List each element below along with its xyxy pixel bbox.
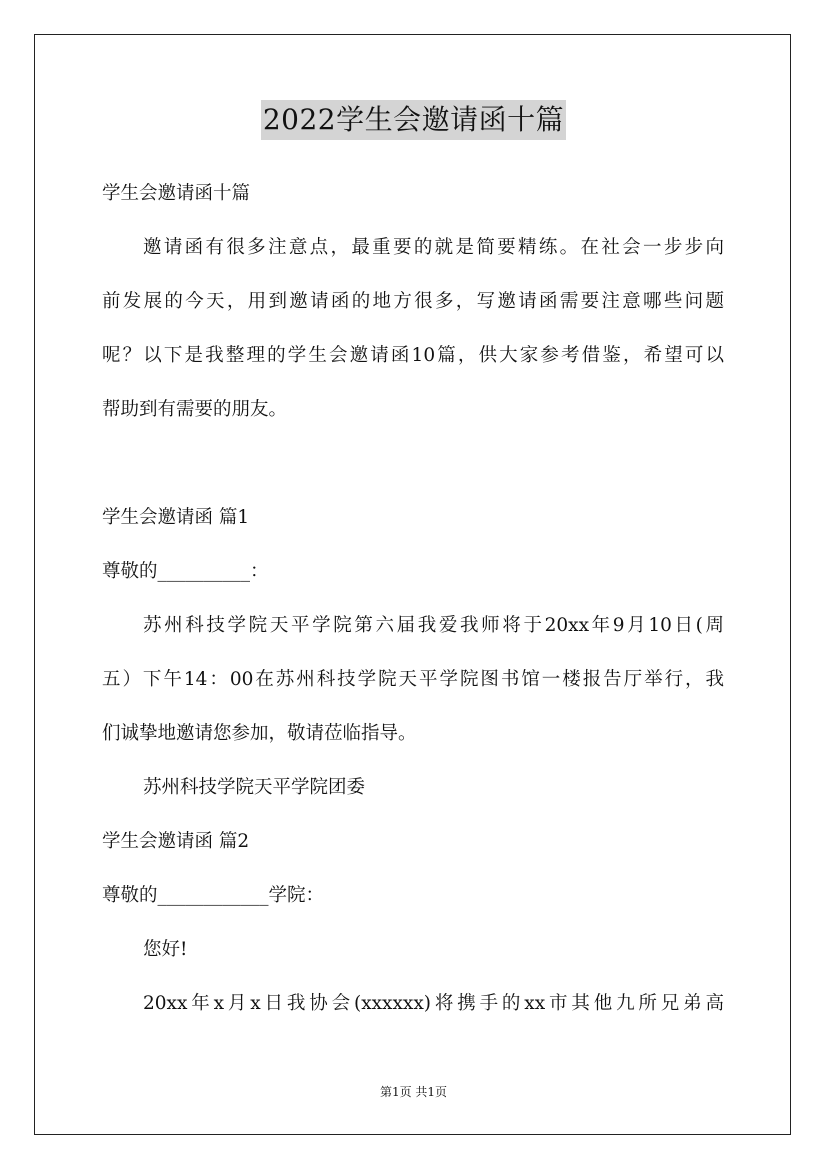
paragraph-line: 帮助到有需要的朋友。 — [102, 399, 288, 420]
salutation: 尊敬的__________： — [102, 561, 269, 582]
greeting-line: 您好! — [143, 939, 188, 960]
paragraph-line: 邀请函有很多注意点，最重要的就是简要精练。在社会一步步向 — [143, 237, 724, 258]
paragraph-line: 们诚挚地邀请您参加，敬请莅临指导。 — [102, 723, 417, 744]
paragraph-line: 苏州科技学院天平学院第六届我爱我师将于20xx年9月10日(周 — [143, 615, 724, 636]
paragraph-line: 呢？以下是我整理的学生会邀请函10篇，供大家参考借鉴，希望可以 — [102, 345, 724, 366]
document-title: 2022学生会邀请函十篇 — [261, 100, 566, 140]
doc-subtitle: 学生会邀请函十篇 — [102, 183, 251, 204]
section-heading: 学生会邀请函 篇2 — [102, 831, 250, 852]
document-title-wrap — [0, 100, 827, 140]
paragraph-line: 20xx年x月x日我协会(xxxxxx)将携手的xx市其他九所兄弟高 — [143, 993, 724, 1014]
paragraph-line: 前发展的今天，用到邀请函的地方很多，写邀请函需要注意哪些问题 — [102, 291, 724, 312]
page-number: 第1页 共1页 — [379, 1085, 448, 1099]
section-heading: 学生会邀请函 篇1 — [102, 507, 250, 528]
paragraph-line: 五）下午14：00在苏州科技学院天平学院图书馆一楼报告厅举行，我 — [102, 669, 724, 690]
signature-line: 苏州科技学院天平学院团委 — [143, 777, 366, 798]
salutation: 尊敬的____________学院： — [102, 885, 325, 906]
